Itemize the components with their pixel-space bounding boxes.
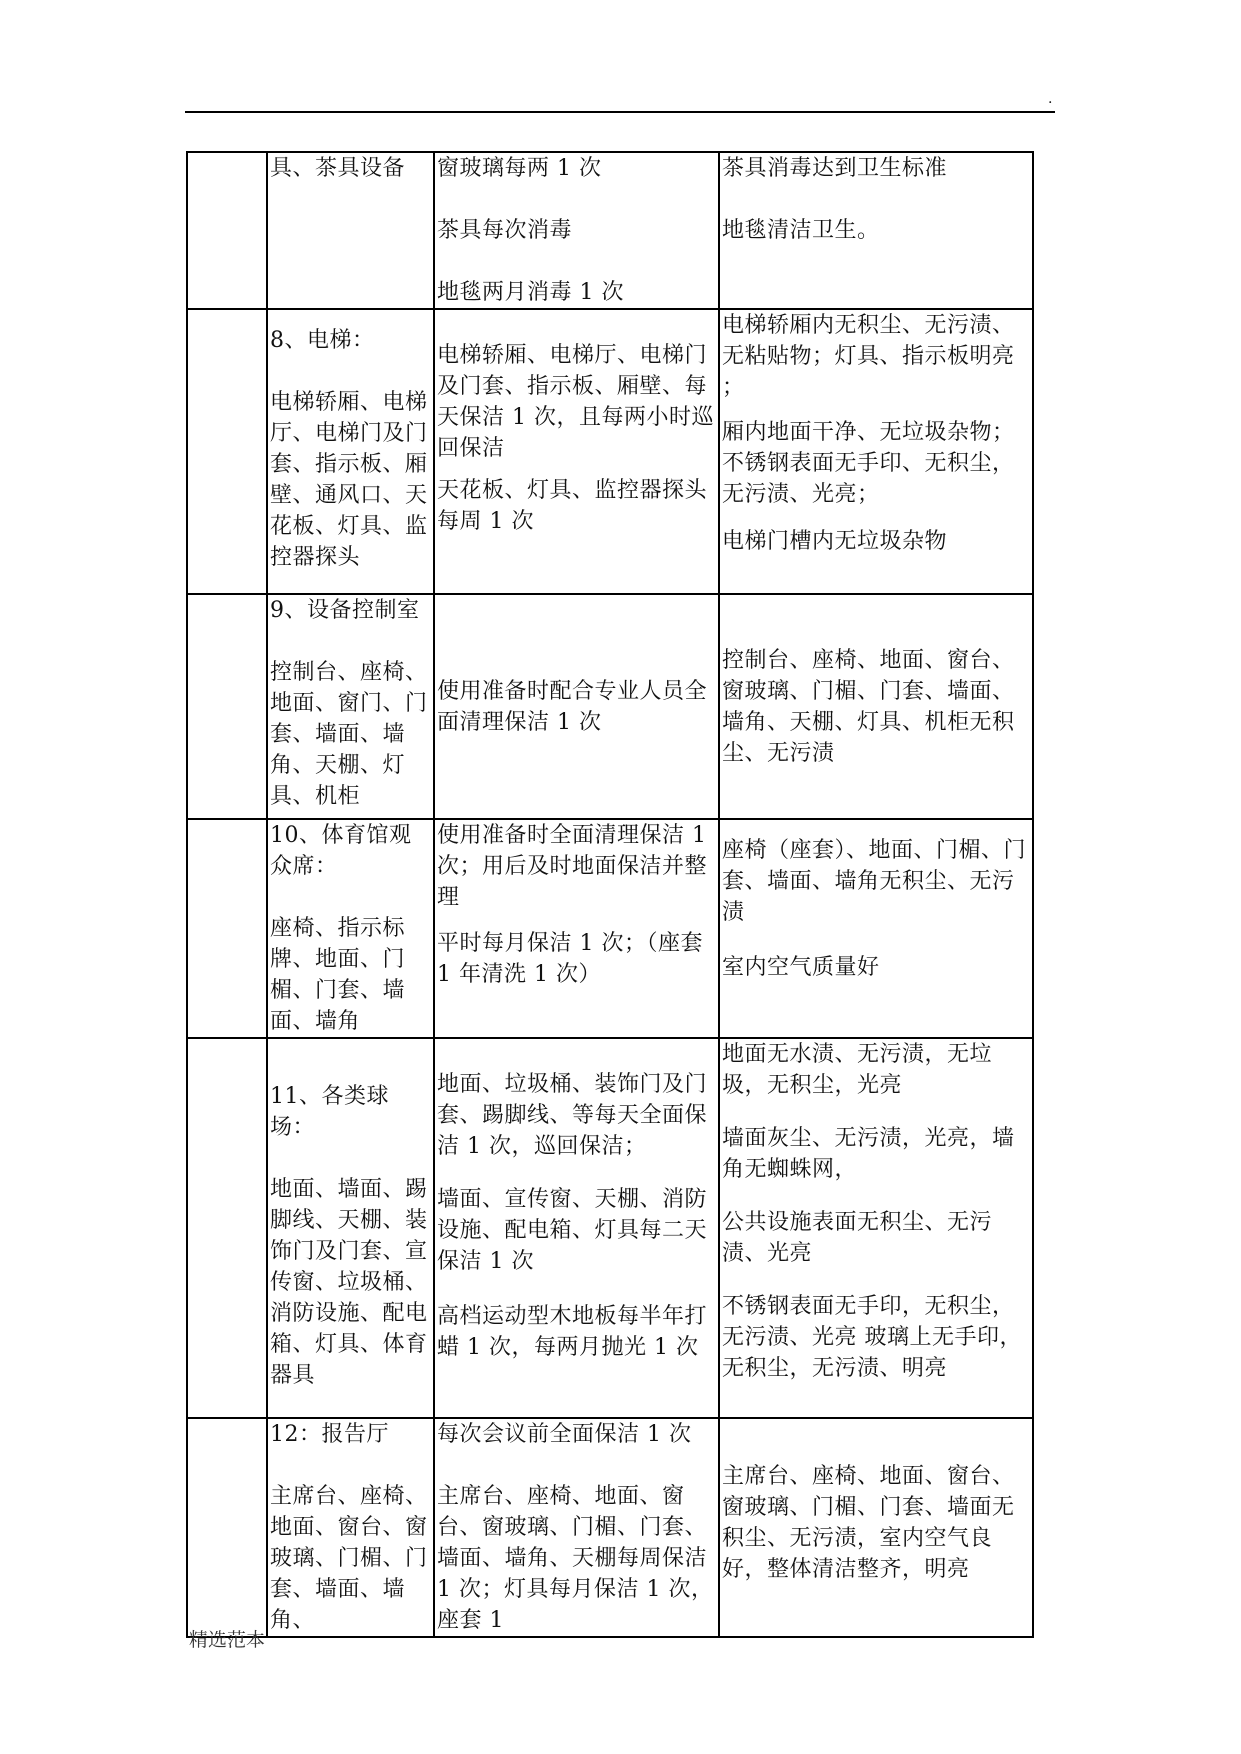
frequency-cell [434,309,719,594]
item-cell [267,594,434,819]
table-row [187,152,1033,309]
frequency-cell [434,819,719,1038]
item-text: 10、体育馆观众席： [270,823,412,879]
category-cell [187,1038,267,1418]
table-row [187,1038,1033,1418]
item-text: 主席台、座椅、地面、窗台、窗玻璃、门楣、门套、墙面、墙角、 [270,1484,428,1633]
standard-text: 电梯门槽内无垃圾杂物 [722,529,948,554]
table-row [187,309,1033,594]
frequency-cell [434,1038,719,1418]
table-row [187,819,1033,1038]
standard-text: 厢内地面干净、无垃圾杂物；不锈钢表面无手印、无积尘，无污渍、光亮； [722,420,1015,507]
frequency-text: 每次会议前全面保洁 1 次 [437,1422,692,1447]
item-text: 8、电梯： [270,328,375,353]
frequency-text: 使用准备时配合专业人员全面清理保洁 1 次 [437,678,708,735]
frequency-text: 地面、垃圾桶、装饰门及门套、踢脚线、等每天全面保洁 1 次，巡回保洁； [437,1072,708,1159]
standard-text: 地面无水渍、无污渍，无垃圾，无积尘，光亮 [722,1042,993,1098]
item-text: 11、各类球场： [270,1084,389,1140]
standard-text: 控制台、座椅、地面、窗台、窗玻璃、门楣、门套、墙面、墙角、天棚、灯具、机柜无积尘、无污渍 [722,647,1015,766]
item-cell [267,1038,434,1418]
item-text: 9、设备控制室 [270,598,420,623]
standard-text: 座椅（座套）、地面、门楣、门套、墙面、墙角无积尘、无污渍 [722,838,1027,925]
category-cell [187,819,267,1038]
category-cell [187,152,267,309]
frequency-text: 天花板、灯具、监控器探头每周 1 次 [437,478,708,534]
frequency-text: 电梯轿厢、电梯厅、电梯门及门套、指示板、厢壁、每天保洁 1 次，且每两小时巡回保洁 [437,343,714,461]
standard-text: 地毯清洁卫生。 [722,218,880,243]
frequency-text: 使用准备时全面清理保洁 1 次；用后及时地面保洁并整理 [437,823,708,910]
category-cell [187,594,267,819]
standard-text: 不锈钢表面无手印，无积尘，无污渍、光亮 玻璃上无手印，无积尘，无污渍、明亮 [722,1294,1022,1381]
category-cell [187,1418,267,1637]
standard-text: 茶具消毒达到卫生标准 [722,156,948,181]
standard-text: 公共设施表面无积尘、无污渍、光亮 [722,1210,993,1266]
header-mark: . [1048,91,1053,107]
item-text: 座椅、指示标牌、地面、门楣、门套、墙面、墙角 [270,916,406,1034]
standard-text: 墙面灰尘、无污渍，光亮，墙角无蜘蛛网， [722,1126,1015,1182]
frequency-cell [434,152,719,309]
item-text: 12：报告厅 [270,1422,389,1447]
standard-cell [719,309,1033,594]
frequency-text: 窗玻璃每两 1 次 [437,156,602,181]
item-text: 具、茶具设备 [270,156,406,181]
standard-text: 室内空气质量好 [722,955,880,980]
standard-cell [719,1038,1033,1418]
frequency-text: 地毯两月消毒 1 次 [437,280,624,305]
frequency-text: 茶具每次消毒 [437,218,573,243]
frequency-cell [434,594,719,819]
table-row [187,1418,1033,1637]
standard-text: 主席台、座椅、地面、窗台、窗玻璃、门楣、门套、墙面无积尘、无污渍，室内空气良好，整体清洁整齐，明亮 [722,1464,1015,1582]
standard-cell [719,152,1033,309]
header-rule [185,111,1055,113]
standard-cell [719,594,1033,819]
item-cell [267,152,434,309]
standard-cell [719,819,1033,1038]
category-cell [187,309,267,594]
footer-text: 精选范本 [189,1629,266,1651]
item-text: 地面、墙面、踢脚线、天棚、装饰门及门套、宣传窗、垃圾桶、消防设施、配电箱、灯具、体育器具 [270,1177,428,1388]
table-row [187,594,1033,819]
standard-cell [719,1418,1033,1637]
frequency-text: 主席台、座椅、地面、窗台、窗玻璃、门楣、门套、墙面、墙角、天棚每周保洁 1 次；灯具每月保洁 1 次，座套 1 [437,1484,714,1633]
standard-text: 电梯轿厢内无积尘、无污渍、无粘贴物；灯具、指示板明亮 ； [722,313,1015,400]
cleaning-standards-table [186,151,1034,1638]
frequency-text: 墙面、宣传窗、天棚、消防设施、配电箱、灯具每二天保洁 1 次 [437,1187,708,1274]
frequency-text: 高档运动型木地板每半年打蜡 1 次，每两月抛光 1 次 [437,1304,708,1360]
item-text: 电梯轿厢、电梯厅、电梯门及门套、指示板、厢壁、通风口、天花板、灯具、监控器探头 [270,390,428,570]
item-cell [267,1418,434,1637]
frequency-cell [434,1418,719,1637]
frequency-text: 平时每月保洁 1 次；（座套 1 年清洗 1 次） [437,931,703,987]
item-text: 控制台、座椅、地面、窗门、门套、墙面、墙角、天棚、灯具、机柜 [270,660,428,809]
item-cell [267,309,434,594]
item-cell [267,819,434,1038]
